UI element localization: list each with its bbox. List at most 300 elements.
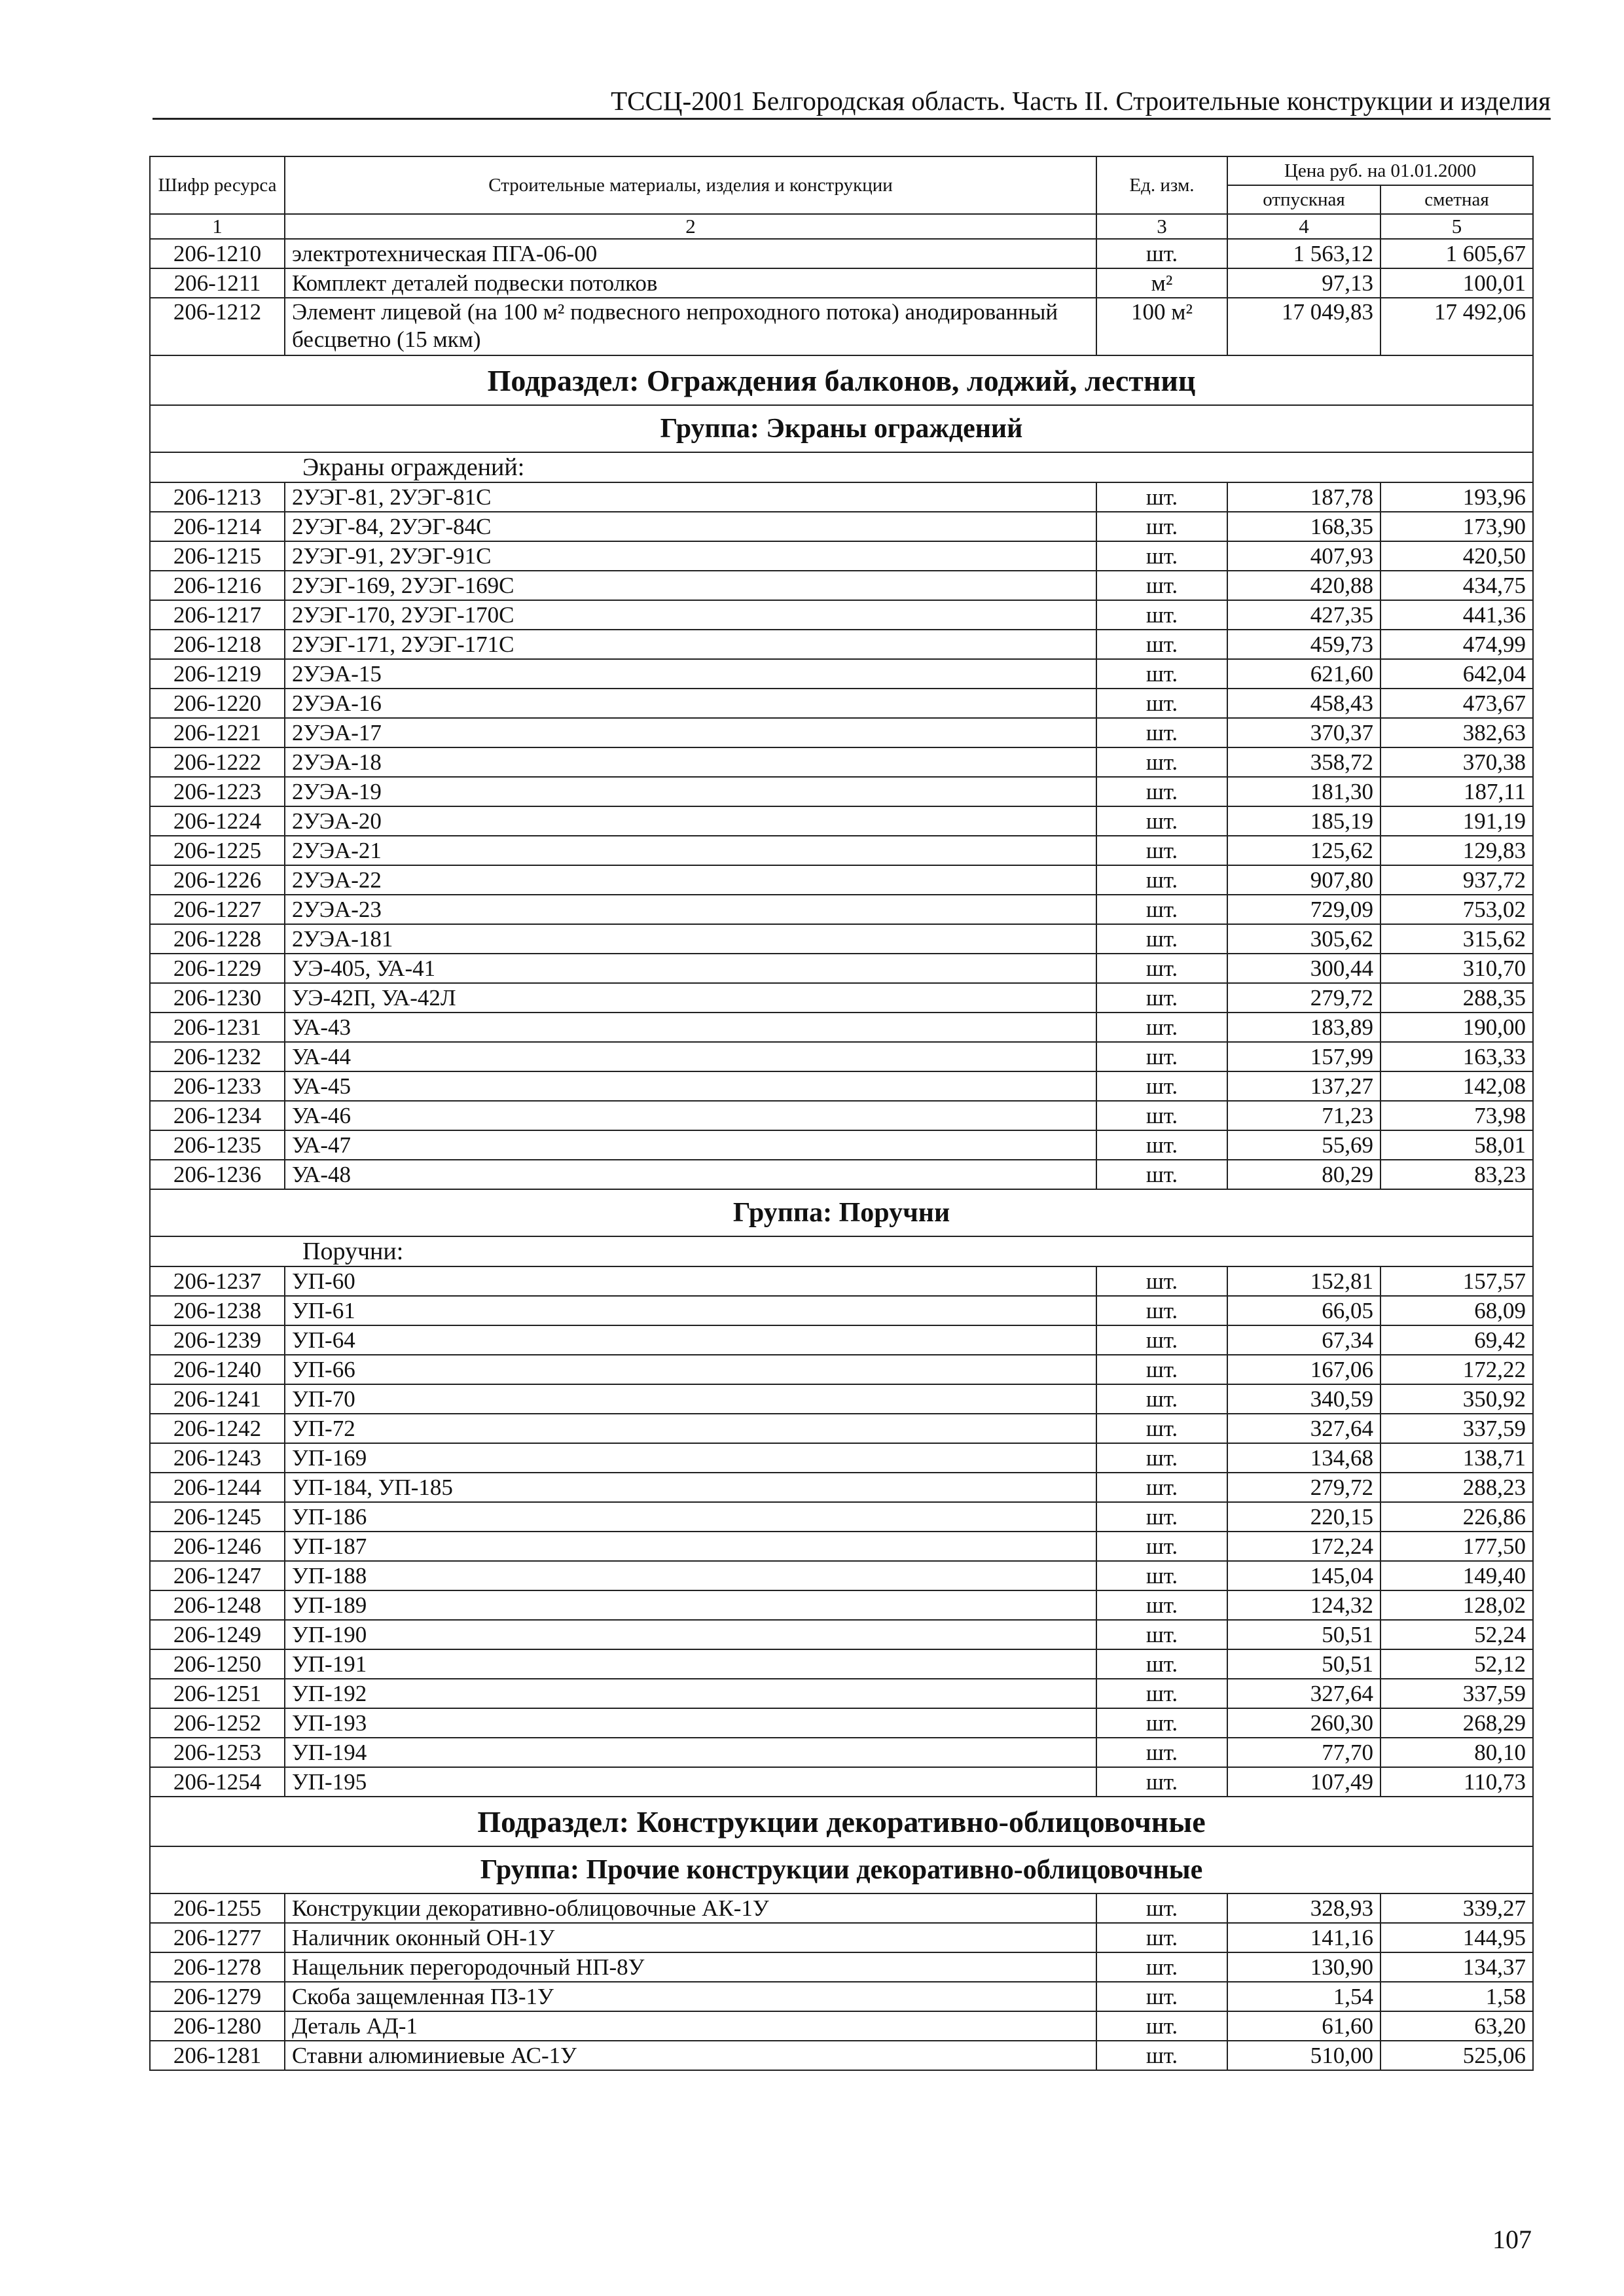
resource-name: 2УЭА-21 <box>285 836 1096 865</box>
resource-name: УП-64 <box>285 1325 1096 1355</box>
unit-cell: шт. <box>1096 1893 1227 1923</box>
resource-code: 206-1218 <box>150 630 285 659</box>
resource-name: 2УЭА-22 <box>285 865 1096 895</box>
release-price: 67,34 <box>1227 1325 1380 1355</box>
resource-name: 2УЭА-17 <box>285 718 1096 747</box>
resource-code: 206-1229 <box>150 954 285 983</box>
estimate-price: 339,27 <box>1380 1893 1533 1923</box>
release-price: 130,90 <box>1227 1952 1380 1982</box>
table-row <box>150 1923 1533 1952</box>
resource-code: 206-1216 <box>150 571 285 600</box>
unit-cell: м² <box>1096 268 1227 298</box>
resource-code: 206-1236 <box>150 1160 285 1189</box>
col-head-price: Цена руб. на 01.01.2000 <box>1227 156 1533 185</box>
release-price: 17 049,83 <box>1227 298 1380 355</box>
col-num: 2 <box>285 214 1096 239</box>
resource-code: 206-1231 <box>150 1013 285 1042</box>
estimate-price: 193,96 <box>1380 482 1533 512</box>
table-row <box>150 1101 1533 1130</box>
table-row <box>150 2011 1533 2041</box>
table-row <box>150 541 1533 571</box>
release-price: 358,72 <box>1227 747 1380 777</box>
estimate-price: 58,01 <box>1380 1130 1533 1160</box>
release-price: 183,89 <box>1227 1013 1380 1042</box>
estimate-price: 337,59 <box>1380 1414 1533 1443</box>
table-row <box>150 1620 1533 1649</box>
release-price: 80,29 <box>1227 1160 1380 1189</box>
release-price: 427,35 <box>1227 600 1380 630</box>
resource-code: 206-1233 <box>150 1071 285 1101</box>
col-head-estimate: сметная <box>1380 185 1533 214</box>
resource-name: Нащельник перегородочный НП-8У <box>285 1952 1096 1982</box>
rails-rows <box>150 1266 1533 1797</box>
resource-name: УП-72 <box>285 1414 1096 1443</box>
table-row <box>150 1160 1533 1189</box>
estimate-price: 473,67 <box>1380 689 1533 718</box>
unit-cell: шт. <box>1096 482 1227 512</box>
resource-code: 206-1213 <box>150 482 285 512</box>
resource-name: УП-60 <box>285 1266 1096 1296</box>
table-row <box>150 1679 1533 1708</box>
unit-cell: шт. <box>1096 1952 1227 1982</box>
resource-name: Деталь АД-1 <box>285 2011 1096 2041</box>
table-row <box>150 1738 1533 1767</box>
resource-name: УА-45 <box>285 1071 1096 1101</box>
estimate-price: 144,95 <box>1380 1923 1533 1952</box>
col-num: 3 <box>1096 214 1227 239</box>
estimate-price: 474,99 <box>1380 630 1533 659</box>
table-row <box>150 1473 1533 1502</box>
unit-cell: шт. <box>1096 895 1227 924</box>
resource-code: 206-1240 <box>150 1355 285 1384</box>
resource-code: 206-1221 <box>150 718 285 747</box>
estimate-price: 128,02 <box>1380 1590 1533 1620</box>
unit-cell: шт. <box>1096 1101 1227 1130</box>
table-row <box>150 806 1533 836</box>
resource-code: 206-1241 <box>150 1384 285 1414</box>
resource-name: УП-189 <box>285 1590 1096 1620</box>
resource-name: УП-195 <box>285 1767 1096 1797</box>
table-row <box>150 512 1533 541</box>
unit-cell: шт. <box>1096 1443 1227 1473</box>
release-price: 407,93 <box>1227 541 1380 571</box>
unit-cell: шт. <box>1096 1679 1227 1708</box>
group-caption: Поручни: <box>150 1236 1533 1266</box>
resource-name: 2УЭА-20 <box>285 806 1096 836</box>
resource-code: 206-1281 <box>150 2041 285 2070</box>
estimate-price: 69,42 <box>1380 1325 1533 1355</box>
resource-code: 206-1244 <box>150 1473 285 1502</box>
estimate-price: 268,29 <box>1380 1708 1533 1738</box>
resource-name: УП-194 <box>285 1738 1096 1767</box>
resource-code: 206-1277 <box>150 1923 285 1952</box>
unit-cell: шт. <box>1096 630 1227 659</box>
release-price: 61,60 <box>1227 2011 1380 2041</box>
table-row <box>150 1384 1533 1414</box>
estimate-price: 937,72 <box>1380 865 1533 895</box>
release-price: 172,24 <box>1227 1532 1380 1561</box>
release-price: 220,15 <box>1227 1502 1380 1532</box>
release-price: 152,81 <box>1227 1266 1380 1296</box>
resource-code: 206-1223 <box>150 777 285 806</box>
resource-name: УП-190 <box>285 1620 1096 1649</box>
resource-code: 206-1210 <box>150 239 285 268</box>
table-row <box>150 482 1533 512</box>
release-price: 50,51 <box>1227 1620 1380 1649</box>
estimate-price: 288,35 <box>1380 983 1533 1013</box>
resource-name: 2УЭГ-84, 2УЭГ-84С <box>285 512 1096 541</box>
unit-cell: шт. <box>1096 571 1227 600</box>
release-price: 621,60 <box>1227 659 1380 689</box>
unit-cell: шт. <box>1096 924 1227 954</box>
resource-code: 206-1235 <box>150 1130 285 1160</box>
release-price: 300,44 <box>1227 954 1380 983</box>
table-row <box>150 571 1533 600</box>
estimate-price: 68,09 <box>1380 1296 1533 1325</box>
resource-name: УП-70 <box>285 1384 1096 1414</box>
estimate-price: 142,08 <box>1380 1071 1533 1101</box>
unit-cell: шт. <box>1096 718 1227 747</box>
estimate-price: 441,36 <box>1380 600 1533 630</box>
estimate-price: 190,00 <box>1380 1013 1533 1042</box>
table-row <box>150 777 1533 806</box>
estimate-price: 134,37 <box>1380 1952 1533 1982</box>
table-row <box>150 1325 1533 1355</box>
release-price: 145,04 <box>1227 1561 1380 1590</box>
release-price: 260,30 <box>1227 1708 1380 1738</box>
col-num: 5 <box>1380 214 1533 239</box>
unit-cell: шт. <box>1096 1923 1227 1952</box>
unit-cell: шт. <box>1096 1130 1227 1160</box>
resource-code: 206-1255 <box>150 1893 285 1923</box>
unit-cell: шт. <box>1096 1982 1227 2011</box>
table-row <box>150 239 1533 268</box>
estimate-price: 350,92 <box>1380 1384 1533 1414</box>
resource-name: Скоба защемленная ПЗ-1У <box>285 1982 1096 2011</box>
table-row <box>150 983 1533 1013</box>
resource-code: 206-1252 <box>150 1708 285 1738</box>
unit-cell: шт. <box>1096 541 1227 571</box>
estimate-price: 80,10 <box>1380 1738 1533 1767</box>
resource-name: 2УЭА-181 <box>285 924 1096 954</box>
release-price: 107,49 <box>1227 1767 1380 1797</box>
estimate-price: 138,71 <box>1380 1443 1533 1473</box>
estimate-price: 1,58 <box>1380 1982 1533 2011</box>
resource-name: УП-187 <box>285 1532 1096 1561</box>
table-row <box>150 718 1533 747</box>
estimate-price: 100,01 <box>1380 268 1533 298</box>
unit-cell: шт. <box>1096 777 1227 806</box>
release-price: 907,80 <box>1227 865 1380 895</box>
estimate-price: 288,23 <box>1380 1473 1533 1502</box>
subsection-title: Подраздел: Конструкции декоративно-облицовочные <box>150 1797 1533 1846</box>
release-price: 50,51 <box>1227 1649 1380 1679</box>
release-price: 327,64 <box>1227 1414 1380 1443</box>
subsection-decor <box>150 1797 1533 1893</box>
estimate-price: 157,57 <box>1380 1266 1533 1296</box>
release-price: 279,72 <box>1227 1473 1380 1502</box>
table-row <box>150 836 1533 865</box>
unit-cell: шт. <box>1096 865 1227 895</box>
resource-code: 206-1279 <box>150 1982 285 2011</box>
release-price: 167,06 <box>1227 1355 1380 1384</box>
unit-cell: шт. <box>1096 1414 1227 1443</box>
resource-code: 206-1250 <box>150 1649 285 1679</box>
table-row <box>150 1952 1533 1982</box>
release-price: 1,54 <box>1227 1982 1380 2011</box>
table-row <box>150 1443 1533 1473</box>
estimate-price: 642,04 <box>1380 659 1533 689</box>
resource-code: 206-1245 <box>150 1502 285 1532</box>
unit-cell: шт. <box>1096 1473 1227 1502</box>
resource-name: УА-46 <box>285 1101 1096 1130</box>
release-price: 279,72 <box>1227 983 1380 1013</box>
unit-cell: шт. <box>1096 836 1227 865</box>
col-head-unit: Ед. изм. <box>1096 156 1227 214</box>
resource-code: 206-1253 <box>150 1738 285 1767</box>
resource-name: УА-48 <box>285 1160 1096 1189</box>
unit-cell: шт. <box>1096 1738 1227 1767</box>
resource-code: 206-1232 <box>150 1042 285 1071</box>
resource-name: Ставни алюминиевые АС-1У <box>285 2041 1096 2070</box>
running-header: ТССЦ-2001 Белгородская область. Часть II. Строительные конструкции и изделия <box>611 86 1551 116</box>
unit-cell: шт. <box>1096 1767 1227 1797</box>
estimate-price: 173,90 <box>1380 512 1533 541</box>
subsection-title: Подраздел: Ограждения балконов, лоджий, лестниц <box>150 355 1533 405</box>
group-title: Группа: Прочие конструкции декоративно-облицовочные <box>150 1846 1533 1893</box>
estimate-price: 1 605,67 <box>1380 239 1533 268</box>
table-row <box>150 1296 1533 1325</box>
unit-cell: шт. <box>1096 689 1227 718</box>
release-price: 328,93 <box>1227 1893 1380 1923</box>
resource-name: 2УЭА-23 <box>285 895 1096 924</box>
resource-code: 206-1230 <box>150 983 285 1013</box>
resource-name: 2УЭГ-171, 2УЭГ-171С <box>285 630 1096 659</box>
resource-name: УА-43 <box>285 1013 1096 1042</box>
resource-name: 2УЭА-15 <box>285 659 1096 689</box>
unit-cell: шт. <box>1096 1561 1227 1590</box>
table-row <box>150 1130 1533 1160</box>
estimate-price: 163,33 <box>1380 1042 1533 1071</box>
resource-code: 206-1212 <box>150 298 285 355</box>
release-price: 1 563,12 <box>1227 239 1380 268</box>
estimate-price: 370,38 <box>1380 747 1533 777</box>
resource-code: 206-1278 <box>150 1952 285 1982</box>
resource-code: 206-1239 <box>150 1325 285 1355</box>
release-price: 97,13 <box>1227 268 1380 298</box>
group-caption: Экраны ограждений: <box>150 452 1533 482</box>
unit-cell: шт. <box>1096 1013 1227 1042</box>
resource-code: 206-1238 <box>150 1296 285 1325</box>
resource-name: 2УЭА-19 <box>285 777 1096 806</box>
estimate-price: 191,19 <box>1380 806 1533 836</box>
release-price: 420,88 <box>1227 571 1380 600</box>
resource-name: УП-193 <box>285 1708 1096 1738</box>
resource-name: УА-47 <box>285 1130 1096 1160</box>
resource-code: 206-1243 <box>150 1443 285 1473</box>
release-price: 187,78 <box>1227 482 1380 512</box>
resource-name: УП-184, УП-185 <box>285 1473 1096 1502</box>
release-price: 137,27 <box>1227 1071 1380 1101</box>
table-row <box>150 1532 1533 1561</box>
unit-cell: шт. <box>1096 1384 1227 1414</box>
release-price: 181,30 <box>1227 777 1380 806</box>
resource-code: 206-1226 <box>150 865 285 895</box>
col-num: 1 <box>150 214 285 239</box>
resource-code: 206-1227 <box>150 895 285 924</box>
unit-cell: шт. <box>1096 239 1227 268</box>
release-price: 459,73 <box>1227 630 1380 659</box>
unit-cell: шт. <box>1096 1266 1227 1296</box>
page-number: 107 <box>1492 2225 1532 2254</box>
release-price: 125,62 <box>1227 836 1380 865</box>
resource-code: 206-1254 <box>150 1767 285 1797</box>
estimate-price: 420,50 <box>1380 541 1533 571</box>
estimate-price: 110,73 <box>1380 1767 1533 1797</box>
resource-code: 206-1249 <box>150 1620 285 1649</box>
table-row <box>150 1649 1533 1679</box>
estimate-price: 52,12 <box>1380 1649 1533 1679</box>
top-rows <box>150 239 1533 355</box>
group-title: Группа: Поручни <box>150 1189 1533 1236</box>
table-row <box>150 1355 1533 1384</box>
release-price: 77,70 <box>1227 1738 1380 1767</box>
table-row <box>150 1414 1533 1443</box>
group-title: Группа: Экраны ограждений <box>150 405 1533 452</box>
unit-cell: шт. <box>1096 1160 1227 1189</box>
estimate-price: 226,86 <box>1380 1502 1533 1532</box>
release-price: 370,37 <box>1227 718 1380 747</box>
unit-cell: шт. <box>1096 2011 1227 2041</box>
release-price: 185,19 <box>1227 806 1380 836</box>
unit-cell: шт. <box>1096 1708 1227 1738</box>
unit-cell: шт. <box>1096 1071 1227 1101</box>
unit-cell: шт. <box>1096 1042 1227 1071</box>
unit-cell: шт. <box>1096 1620 1227 1649</box>
release-price: 134,68 <box>1227 1443 1380 1473</box>
resource-code: 206-1237 <box>150 1266 285 1296</box>
estimate-price: 17 492,06 <box>1380 298 1533 355</box>
resource-code: 206-1251 <box>150 1679 285 1708</box>
resource-name: УП-191 <box>285 1649 1096 1679</box>
table-row <box>150 895 1533 924</box>
unit-cell: шт. <box>1096 1296 1227 1325</box>
table-row <box>150 1266 1533 1296</box>
resource-name: УП-61 <box>285 1296 1096 1325</box>
unit-cell: шт. <box>1096 806 1227 836</box>
resource-name: УА-44 <box>285 1042 1096 1071</box>
table-row <box>150 689 1533 718</box>
resource-code: 206-1248 <box>150 1590 285 1620</box>
col-head-code: Шифр ресурса <box>150 156 285 214</box>
release-price: 141,16 <box>1227 1923 1380 1952</box>
unit-cell: шт. <box>1096 1355 1227 1384</box>
decor-rows <box>150 1893 1533 2070</box>
release-price: 305,62 <box>1227 924 1380 954</box>
release-price: 340,59 <box>1227 1384 1380 1414</box>
resource-code: 206-1242 <box>150 1414 285 1443</box>
estimate-price: 337,59 <box>1380 1679 1533 1708</box>
resource-name: УП-66 <box>285 1355 1096 1384</box>
estimate-price: 310,70 <box>1380 954 1533 983</box>
estimate-price: 73,98 <box>1380 1101 1533 1130</box>
resource-name: 2УЭА-16 <box>285 689 1096 718</box>
resource-code: 206-1225 <box>150 836 285 865</box>
column-numbers-row <box>150 214 1533 239</box>
estimate-price: 434,75 <box>1380 571 1533 600</box>
estimate-price: 315,62 <box>1380 924 1533 954</box>
table-row <box>150 268 1533 298</box>
unit-cell: шт. <box>1096 954 1227 983</box>
resource-code: 206-1214 <box>150 512 285 541</box>
table-row <box>150 1590 1533 1620</box>
screens-rows <box>150 482 1533 1189</box>
unit-cell: шт. <box>1096 659 1227 689</box>
unit-cell: шт. <box>1096 2041 1227 2070</box>
resource-name: Конструкции декоративно-облицовочные АК-1У <box>285 1893 1096 1923</box>
table-row <box>150 1561 1533 1590</box>
release-price: 71,23 <box>1227 1101 1380 1130</box>
unit-cell: 100 м² <box>1096 298 1227 355</box>
resource-name: УП-169 <box>285 1443 1096 1473</box>
resource-name: УП-188 <box>285 1561 1096 1590</box>
resource-code: 206-1246 <box>150 1532 285 1561</box>
table-row <box>150 924 1533 954</box>
resource-code: 206-1217 <box>150 600 285 630</box>
release-price: 66,05 <box>1227 1296 1380 1325</box>
resource-name: 2УЭГ-91, 2УЭГ-91С <box>285 541 1096 571</box>
col-head-name: Строительные материалы, изделия и конструкции <box>285 156 1096 214</box>
unit-cell: шт. <box>1096 512 1227 541</box>
resource-name: Элемент лицевой (на 100 м² подвесного непроходного потока) анодированный бесцветно (15 мкм) <box>285 298 1096 355</box>
estimate-price: 83,23 <box>1380 1160 1533 1189</box>
table-row <box>150 630 1533 659</box>
release-price: 729,09 <box>1227 895 1380 924</box>
unit-cell: шт. <box>1096 983 1227 1013</box>
table-row <box>150 600 1533 630</box>
group-rails <box>150 1189 1533 1266</box>
table-row <box>150 1708 1533 1738</box>
estimate-price: 753,02 <box>1380 895 1533 924</box>
table-row <box>150 1893 1533 1923</box>
unit-cell: шт. <box>1096 1532 1227 1561</box>
release-price: 168,35 <box>1227 512 1380 541</box>
unit-cell: шт. <box>1096 1325 1227 1355</box>
table-row <box>150 1013 1533 1042</box>
release-price: 124,32 <box>1227 1590 1380 1620</box>
resource-code: 206-1280 <box>150 2011 285 2041</box>
table-row <box>150 1502 1533 1532</box>
price-table <box>149 156 1534 2071</box>
table-row <box>150 865 1533 895</box>
table-row <box>150 954 1533 983</box>
resource-name: 2УЭГ-170, 2УЭГ-170С <box>285 600 1096 630</box>
release-price: 157,99 <box>1227 1042 1380 1071</box>
table-row <box>150 1042 1533 1071</box>
subsection-balconies <box>150 355 1533 482</box>
resource-name: УЭ-405, УА-41 <box>285 954 1096 983</box>
resource-name: УП-192 <box>285 1679 1096 1708</box>
unit-cell: шт. <box>1096 1502 1227 1532</box>
estimate-price: 149,40 <box>1380 1561 1533 1590</box>
resource-name: 2УЭГ-169, 2УЭГ-169С <box>285 571 1096 600</box>
table-row <box>150 659 1533 689</box>
resource-name: Наличник оконный ОН-1У <box>285 1923 1096 1952</box>
estimate-price: 129,83 <box>1380 836 1533 865</box>
col-num: 4 <box>1227 214 1380 239</box>
estimate-price: 187,11 <box>1380 777 1533 806</box>
estimate-price: 177,50 <box>1380 1532 1533 1561</box>
